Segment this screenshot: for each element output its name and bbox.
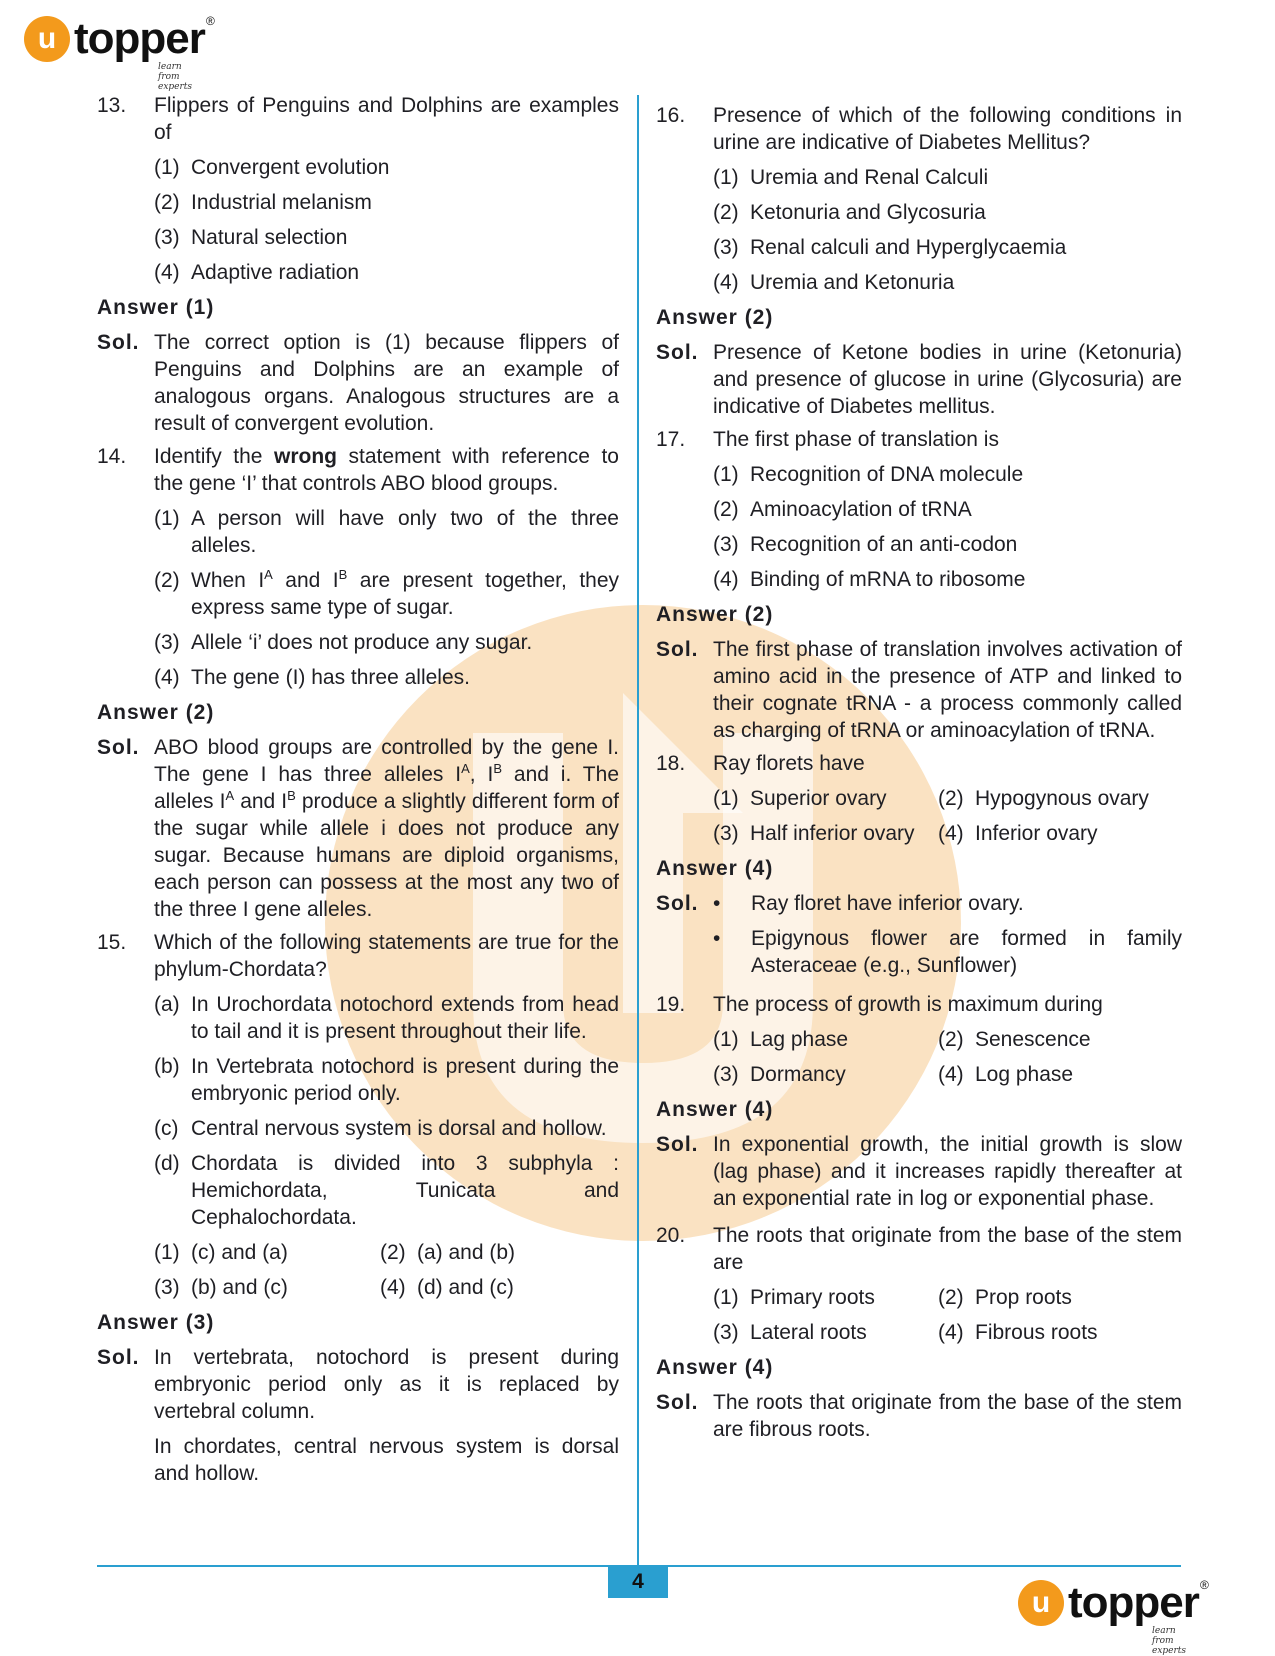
solution: Sol. Presence of Ketone bodies in urine (Ketonuria) and presence of glucose in urine (Glycosuria) are indicative of Diabetes mellitus.	[656, 341, 1182, 418]
column-divider	[637, 95, 639, 1572]
option: (1) A person will have only two of the three alleles.	[154, 507, 619, 557]
bullet: •	[713, 892, 721, 915]
statement: (c) Central nervous system is dorsal and hollow.	[154, 1117, 607, 1140]
registered-mark: ®	[1200, 1578, 1209, 1592]
answer: Answer (1)	[97, 296, 215, 319]
option: (1) Convergent evolution	[154, 156, 390, 179]
option: (2) Industrial melanism	[154, 191, 372, 214]
question-17: 17. The first phase of translation is	[656, 428, 999, 451]
question-18: 18. Ray florets have	[656, 752, 865, 775]
logo-tagline: learn from experts	[1152, 1626, 1187, 1656]
question-19: 19. The process of growth is maximum during	[656, 993, 1103, 1016]
question-13: 13. Flippers of Penguins and Dolphins are examples of	[97, 94, 619, 144]
logo-disc: u	[1018, 1580, 1064, 1626]
answer: Answer (4)	[656, 1356, 774, 1379]
option: (3) Renal calculi and Hyperglycaemia	[713, 236, 1067, 259]
option: (4) Uremia and Ketonuria	[713, 271, 955, 294]
option: (3) Allele ‘i’ does not produce any sugar.	[154, 631, 533, 654]
options-grid: (1) Lag phase (2) Senescence (3) Dormancy (4) Log phase	[713, 1028, 1091, 1086]
brand-logo	[24, 14, 215, 92]
option: (2) When $I^A$ and $I^B$ are present together, they express same type of sugar.	[154, 567, 620, 619]
option: (3) Recognition of an anti-codon	[713, 533, 1018, 556]
bullet: •	[713, 927, 721, 950]
answer: Answer (4)	[656, 1098, 774, 1121]
option: (4) Binding of mRNA to ribosome	[713, 568, 1026, 591]
solution: Sol. The correct option is (1) because flippers of Penguins and Dolphins are an example of analogous organs. Analogous structures are a result of convergent evolution.	[97, 331, 619, 435]
solution: Sol. ABO blood groups are controlled by the gene I. The gene I has three alleles $I^A$, $I^B$ and i. The alleles $I^A$ and $I^B$ produce a slightly different form of the sugar while allele i does not produce any sugar. Because humans are diploid organisms, each person can possess at the most any two of the three I gene alleles.	[97, 736, 620, 921]
question-20: 20. The roots that originate from the base of the stem are	[656, 1224, 1182, 1274]
statement: (b) In Vertebrata notochord is present during the embryonic period only.	[154, 1055, 619, 1105]
answer: Answer (2)	[656, 306, 774, 329]
option: (4) Adaptive radiation	[154, 261, 360, 284]
logo-tagline: learn from experts	[158, 62, 193, 92]
statement: (d) Chordata is divided into 3 subphyla : Hemichordata, Tunicata and Cephalochordata.	[154, 1152, 619, 1229]
answer: Answer (4)	[656, 857, 774, 880]
option: (1) Uremia and Renal Calculi	[713, 166, 989, 189]
page-number: 4	[608, 1566, 668, 1598]
left-column	[97, 92, 619, 1487]
option: (1) Recognition of DNA molecule	[713, 463, 1024, 486]
solution: Sol. In exponential growth, the initial growth is slow (lag phase) and it increases rapidly thereafter at an exponential rate in log or exponential phase.	[656, 1133, 1182, 1210]
footer-brand-logo	[1018, 1578, 1209, 1656]
option: (2) Ketonuria and Glycosuria	[713, 201, 986, 224]
logo-wordmark: topper	[74, 14, 205, 63]
question-14: 14. Identify the wrong statement with reference to the gene ‘I’ that controls ABO blood groups.	[97, 445, 619, 495]
statement: (a) In Urochordata notochord extends from head to tail and it is present throughout their life.	[154, 993, 619, 1043]
solution: Sol. In vertebrata, notochord is present during embryonic period only as it is replaced by vertebral column.	[97, 1346, 619, 1423]
solution-continued: In chordates, central nervous system is dorsal and hollow.	[154, 1435, 619, 1485]
question-15: 15. Which of the following statements are true for the phylum-Chordata?	[97, 931, 619, 981]
logo-wordmark: topper	[1068, 1578, 1199, 1627]
answer: Answer (3)	[97, 1311, 215, 1334]
answer: Answer (2)	[97, 701, 215, 724]
registered-mark: ®	[206, 14, 215, 28]
option: (4) The gene (I) has three alleles.	[154, 666, 470, 689]
solution: Sol. • Ray floret have inferior ovary. • Epigynous flower are formed in family Asteraceae (e.g., Sunflower)	[656, 892, 1182, 977]
answer: Answer (2)	[656, 603, 774, 626]
option: (2) Aminoacylation of tRNA	[713, 498, 972, 521]
solution: Sol. The first phase of translation involves activation of amino acid in the presence of ATP and linked to their cognate tRNA - a process commonly called as charging of tRNA or aminoacylation of tRNA.	[656, 638, 1182, 742]
options-grid: (1) Primary roots (2) Prop roots (3) Lateral roots (4) Fibrous roots	[713, 1286, 1098, 1344]
solution: Sol. The roots that originate from the base of the stem are fibrous roots.	[656, 1391, 1182, 1441]
logo-disc: u	[24, 16, 70, 62]
options-grid: (1) (c) and (a) (2) (a) and (b) (3) (b) and (c) (4) (d) and (c)	[154, 1241, 516, 1299]
question-16: 16. Presence of which of the following conditions in urine are indicative of Diabetes Mellitus?	[656, 104, 1182, 154]
option: (3) Natural selection	[154, 226, 348, 249]
right-column	[656, 102, 1182, 1443]
options-grid: (1) Superior ovary (2) Hypogynous ovary (3) Half inferior ovary (4) Inferior ovary	[713, 787, 1149, 845]
